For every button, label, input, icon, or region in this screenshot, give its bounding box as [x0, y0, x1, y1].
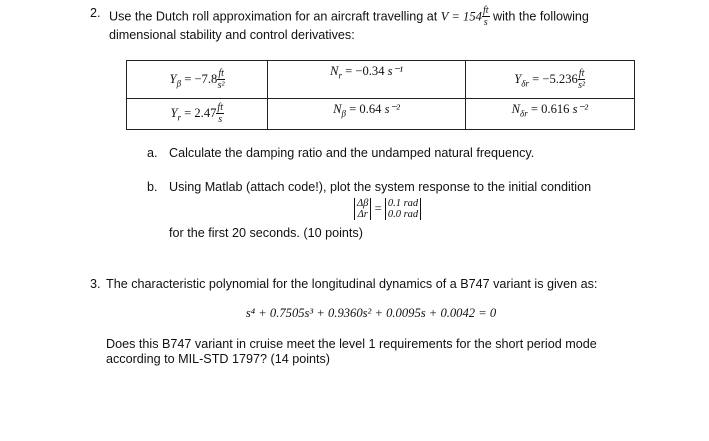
- unit: s⁻¹: [387, 64, 403, 78]
- table-cell-n-delta-r: [465, 99, 634, 130]
- part-b-text: Using Matlab (attach code!), plot the system response to the initial condition: [169, 180, 592, 194]
- question-3-number: 3.: [90, 277, 101, 291]
- table-cell-y-beta: [127, 61, 268, 99]
- characteristic-polynomial: s⁴ + 0.7505s³ + 0.9360s² + 0.0095s + 0.0042 = 0: [245, 306, 497, 320]
- question-2-number: 2.: [90, 6, 101, 20]
- unit-den: s²: [578, 79, 586, 91]
- subscript: β: [176, 77, 182, 88]
- value-vector: [385, 198, 421, 220]
- unit: s⁻²: [384, 102, 400, 116]
- value: = 0.64: [349, 102, 382, 116]
- state-1: Δβ: [357, 198, 369, 209]
- question-2-intro-line2: dimensional stability and control derivatives:: [109, 28, 355, 42]
- subscript: r: [177, 112, 181, 123]
- unit-den: s: [218, 114, 223, 125]
- question-3-text-line1: Does this B747 variant in cruise meet the level 1 requirements for the short period mode: [106, 337, 597, 351]
- table-row: [127, 99, 635, 130]
- unit-den: s²: [217, 79, 225, 91]
- symbol: N: [511, 102, 521, 116]
- equals-sign: =: [374, 201, 382, 216]
- question-2-intro-after: with the following: [493, 9, 589, 24]
- table-cell-n-r: [268, 61, 465, 99]
- subscript: δr: [521, 77, 529, 88]
- state-2: Δr: [357, 209, 368, 220]
- value-2: 0.0 rad: [387, 209, 419, 220]
- subscript: δr: [520, 108, 528, 119]
- part-b-marker: b.: [147, 180, 158, 194]
- table-cell-y-delta-r: [465, 61, 634, 99]
- unit-num: ft: [217, 102, 223, 113]
- table-cell-n-beta: [268, 99, 465, 130]
- value: = −7.8: [184, 71, 218, 86]
- initial-condition-equation: [354, 198, 421, 220]
- question-3-text-line2: according to MIL-STD 1797? (14 points): [106, 352, 331, 366]
- unit-num: ft: [218, 67, 224, 79]
- value-1: 0.1 rad: [387, 198, 419, 209]
- velocity-unit: [482, 6, 490, 28]
- symbol: Y: [170, 105, 178, 120]
- table-cell-y-r: [127, 99, 268, 130]
- question-2-intro: [109, 6, 589, 28]
- velocity-unit-den: s: [483, 17, 488, 28]
- part-a-text: Calculate the damping ratio and the undamped natural frequency.: [169, 146, 535, 160]
- derivatives-table: [126, 60, 635, 130]
- symbol: N: [330, 64, 339, 78]
- symbol: Y: [514, 71, 522, 86]
- unit: s⁻²: [572, 102, 588, 116]
- part-a-marker: a.: [147, 146, 158, 160]
- unit-num: ft: [578, 67, 585, 79]
- unit: [217, 69, 225, 91]
- value: = −0.34: [345, 64, 385, 78]
- velocity-equation: V = 154: [440, 9, 482, 24]
- value: = 0.616: [530, 102, 570, 116]
- value: = 2.47: [184, 105, 217, 120]
- question-2-intro-before: Use the Dutch roll approximation for an aircraft travelling at: [109, 9, 438, 24]
- symbol: Y: [169, 71, 177, 86]
- subscript: r: [338, 70, 342, 81]
- state-vector: [354, 198, 371, 220]
- unit: [216, 103, 224, 125]
- question-3-intro: The characteristic polynomial for the longitudinal dynamics of a B747 variant is given as:: [106, 277, 598, 291]
- part-b-footer: for the first 20 seconds. (10 points): [169, 226, 363, 240]
- subscript: β: [341, 108, 346, 119]
- velocity-unit-num: ft: [482, 5, 489, 16]
- value: = −5.236: [532, 71, 578, 86]
- symbol: N: [333, 102, 342, 116]
- unit: [578, 69, 586, 91]
- table-row: [127, 61, 635, 99]
